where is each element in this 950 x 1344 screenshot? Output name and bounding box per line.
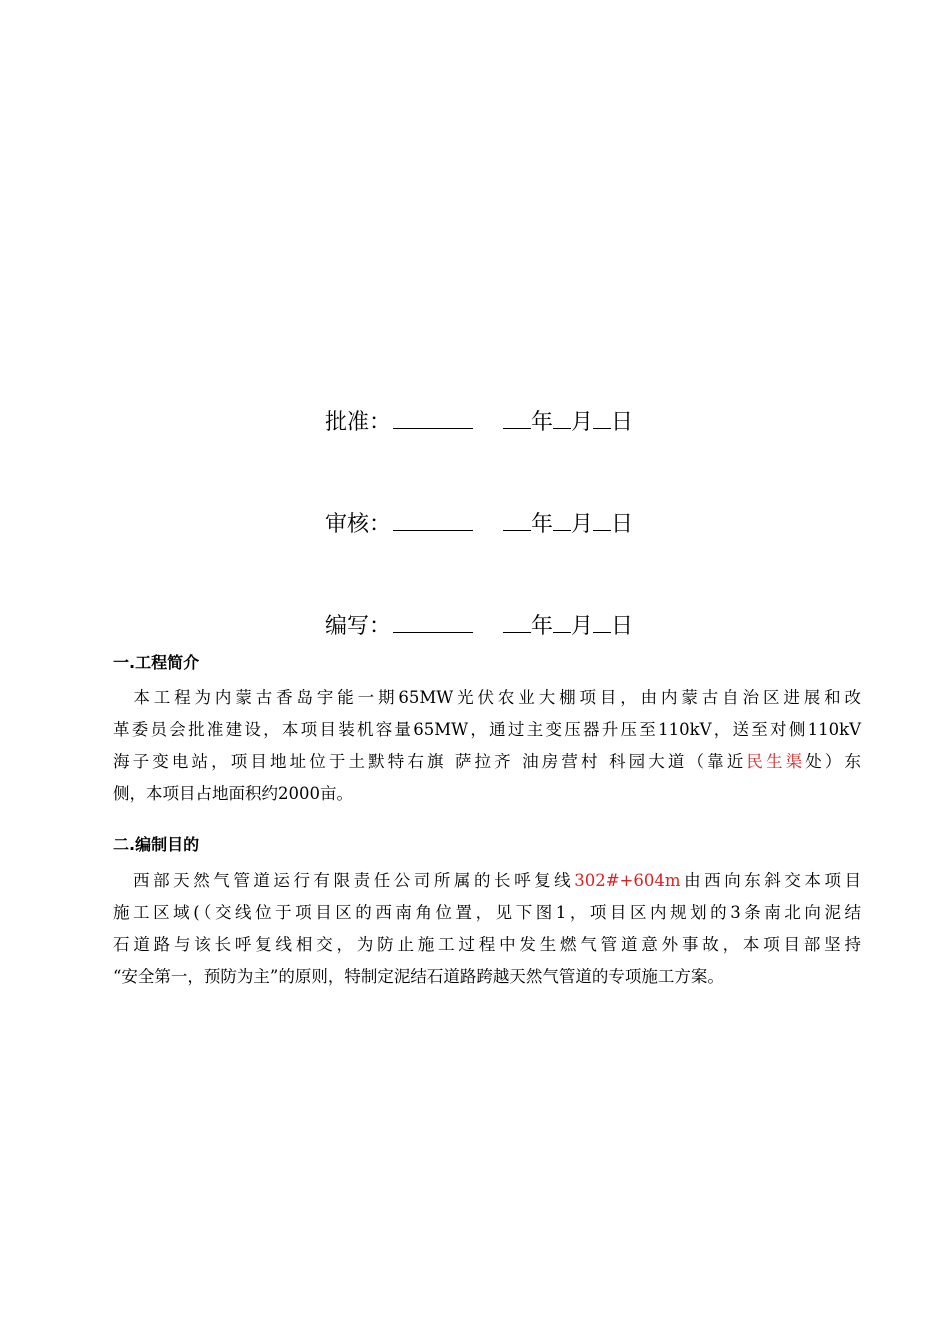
month-label: 月 — [571, 512, 594, 537]
signature-row-review — [325, 510, 633, 538]
year-label: 年 — [531, 512, 554, 537]
text-line — [113, 682, 861, 714]
text-line — [113, 746, 861, 778]
text-line — [113, 714, 861, 746]
text-run: 海子变电站，项目地址位于土默特右旗 萨拉齐 油房营村 科园大道（靠近 — [113, 752, 747, 771]
day-label: 日 — [611, 512, 634, 537]
year-blank — [503, 408, 531, 429]
text-run: 处）东 — [805, 752, 862, 771]
text-run: 西部天然气管道运行有限责任公司所属的长呼复线 — [113, 871, 575, 890]
text-line — [113, 778, 861, 810]
paragraph-overview — [113, 682, 861, 810]
signature-blank — [393, 510, 473, 531]
section-title-purpose: 二.编制目的 — [113, 835, 200, 854]
text-line — [113, 929, 861, 961]
text-line — [113, 865, 861, 897]
text-line — [113, 961, 861, 993]
year-label: 年 — [531, 614, 554, 639]
year-blank — [503, 510, 531, 531]
highlight-text: 302#+604m — [574, 871, 681, 890]
text-run: “安全第一，预防为主”的原则，特制定泥结石道路跨越天然气管道的专项施工方案。 — [113, 967, 724, 986]
highlight-text: 民生渠 — [746, 752, 806, 771]
paragraph-purpose — [113, 865, 861, 993]
signature-row-approve — [325, 408, 633, 436]
text-run: 施工区域(（交线位于项目区的西南角位置，见下图1，项目区内规划的3条南北向泥结 — [113, 903, 861, 922]
text-run: 侧，本项目占地面积约2000亩。 — [113, 784, 353, 803]
month-blank — [553, 612, 571, 633]
day-label: 日 — [611, 410, 634, 435]
year-label: 年 — [531, 410, 554, 435]
day-blank — [593, 510, 611, 531]
signature-row-write — [325, 612, 633, 640]
signature-blank — [393, 408, 473, 429]
text-run: 革委员会批准建设，本项目装机容量65MW，通过主变压器升压至110kV，送至对侧110kV — [113, 720, 861, 739]
signature-label: 审核： — [325, 512, 392, 537]
month-blank — [553, 510, 571, 531]
month-blank — [553, 408, 571, 429]
text-run: 由西向东斜交本项目 — [680, 871, 862, 890]
text-line — [113, 897, 861, 929]
day-blank — [593, 408, 611, 429]
signature-blank — [393, 612, 473, 633]
text-run: 本工程为内蒙古香岛宇能一期65MW光伏农业大棚项目，由内蒙古自治区进展和改 — [113, 688, 861, 707]
year-blank — [503, 612, 531, 633]
day-blank — [593, 612, 611, 633]
text-run: 石道路与该长呼复线相交，为防止施工过程中发生燃气管道意外事故，本项目部坚持 — [113, 935, 861, 954]
day-label: 日 — [611, 614, 634, 639]
signature-label: 编写： — [325, 614, 392, 639]
section-title-overview: 一.工程简介 — [113, 653, 200, 672]
month-label: 月 — [571, 614, 594, 639]
month-label: 月 — [571, 410, 594, 435]
signature-label: 批准： — [325, 410, 392, 435]
